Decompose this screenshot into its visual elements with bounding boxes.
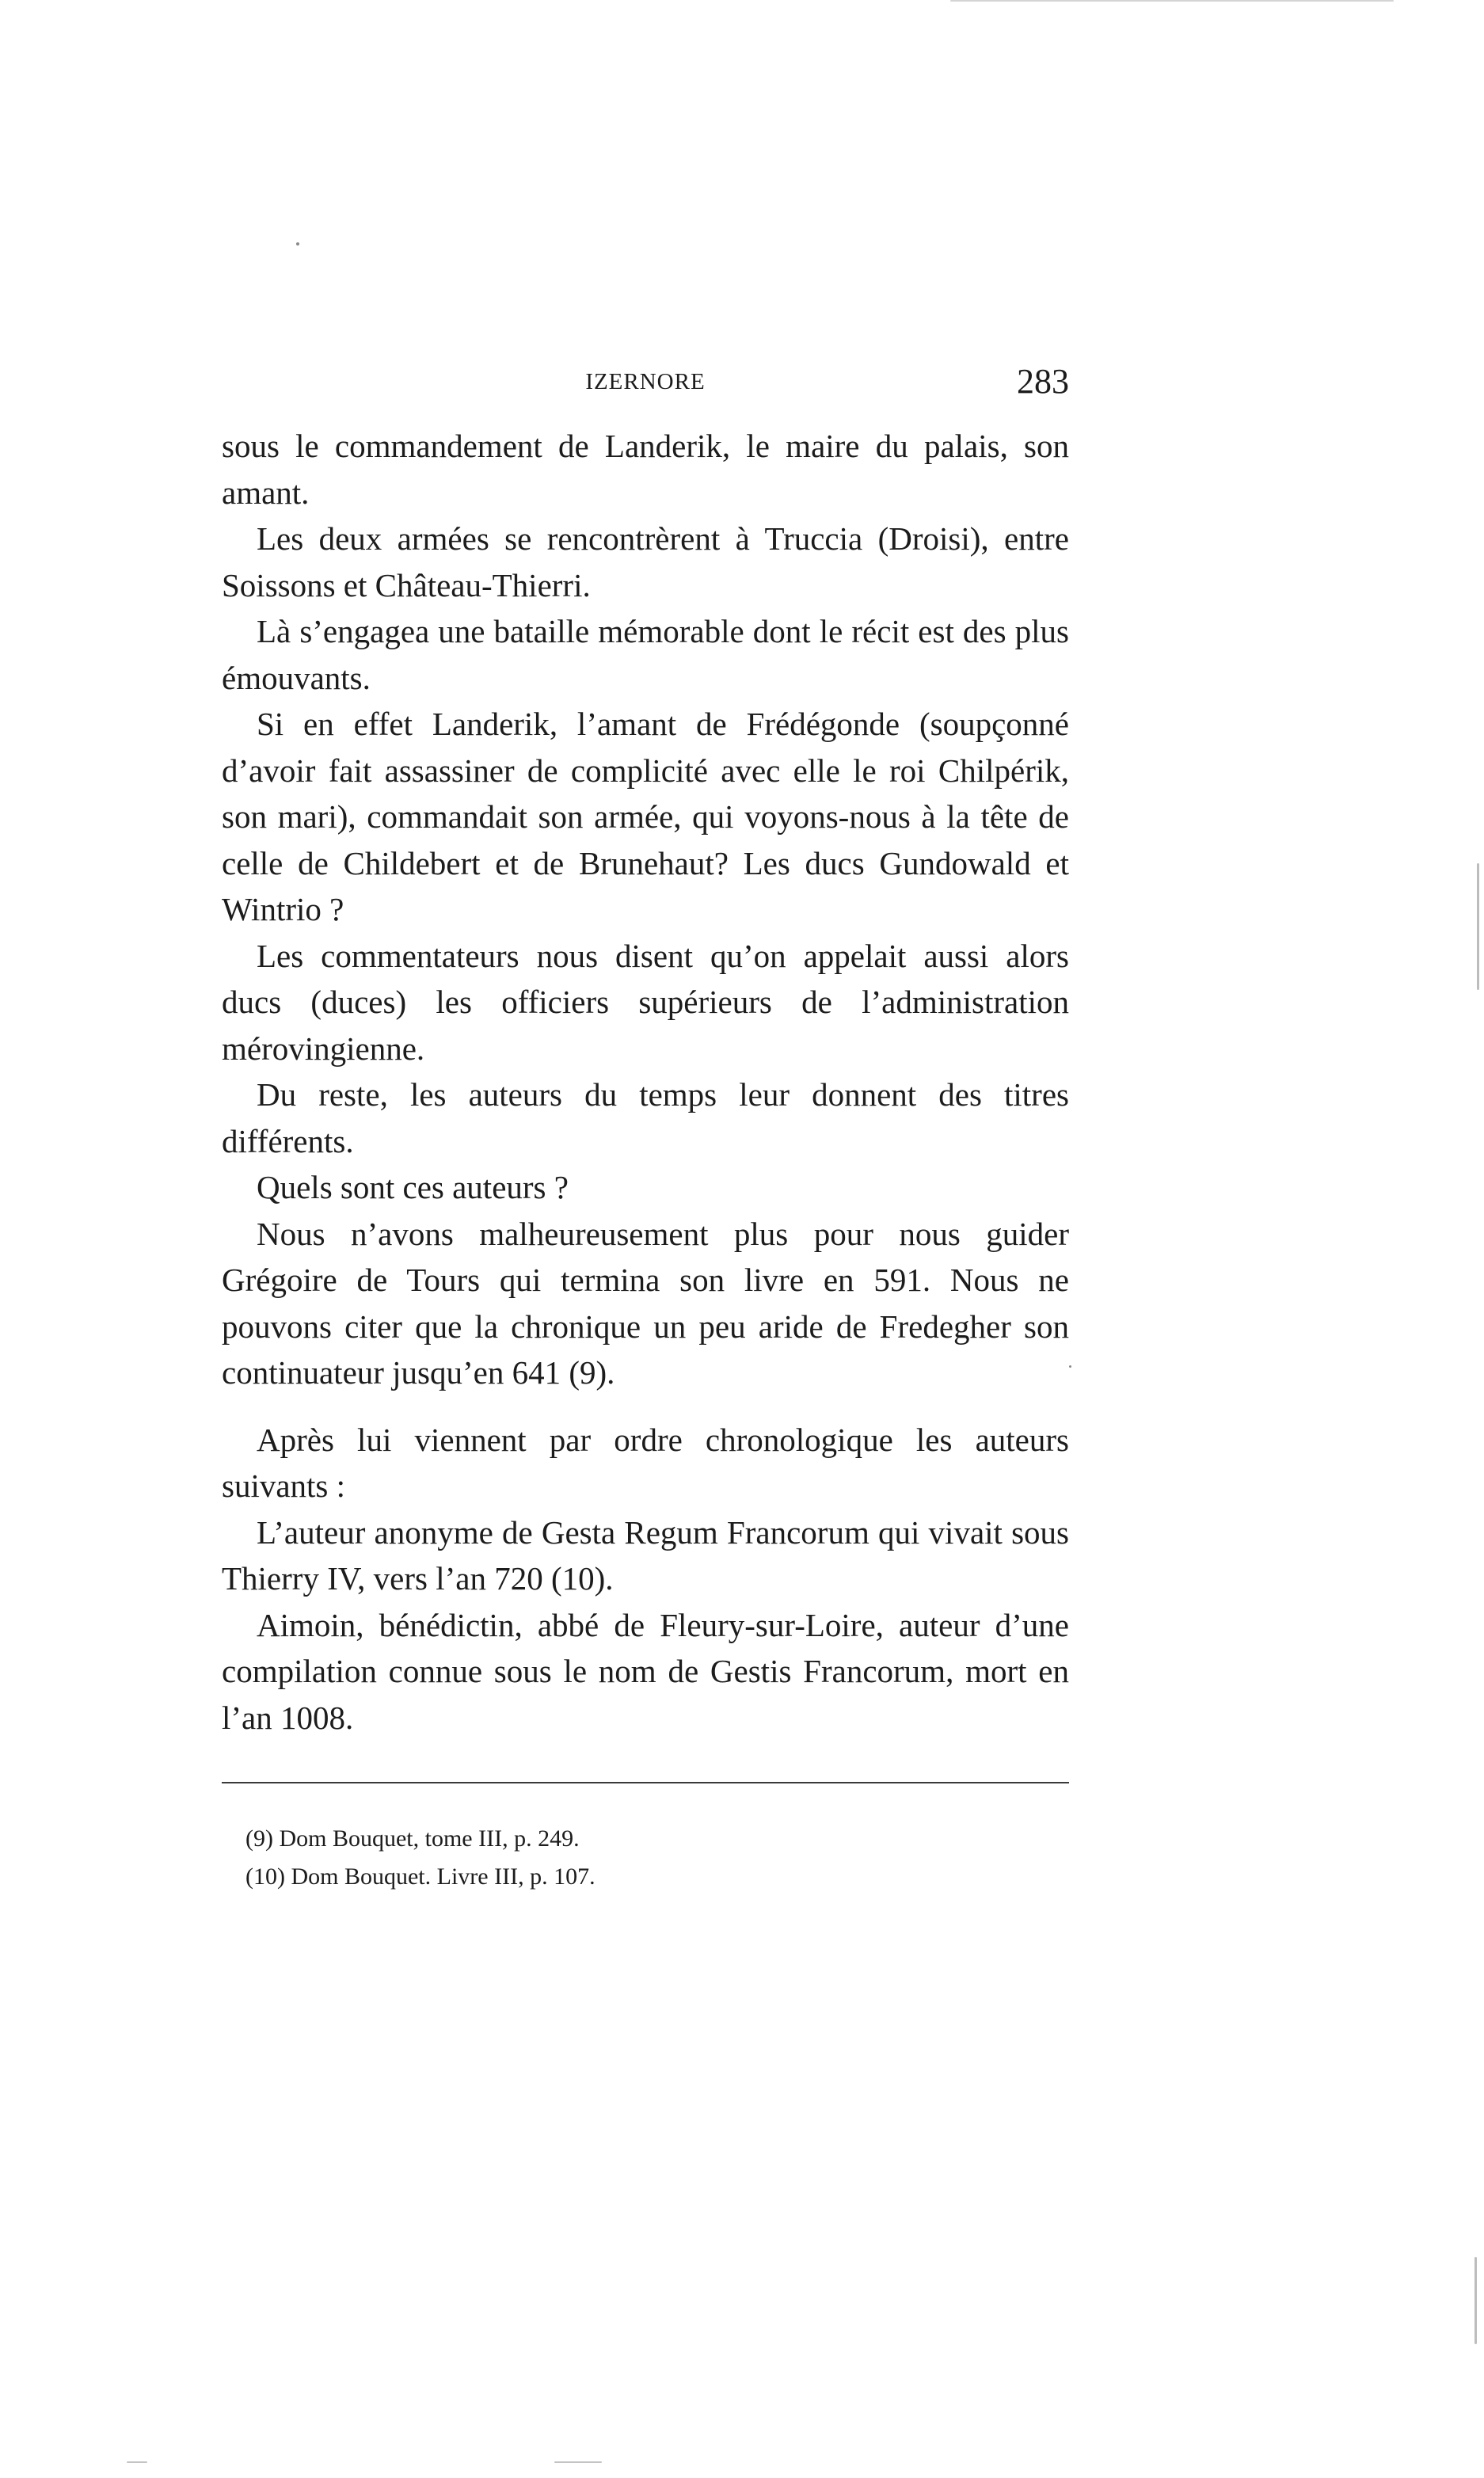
- scan-speck: [296, 242, 299, 246]
- footnotes: [222, 1820, 1069, 1896]
- paragraph: Si en effet Landerik, l’amant de Frédégonde (soupçonné d’avoir fait assassiner de complicité avec elle le roi Chilpérik, son mari), commandait son armée, qui voyons-nous à la tête de celle de Childebert et de Brunehaut? Les ducs Gundowald et Wintrio ?: [222, 706, 1069, 927]
- footnote: (10) Dom Bouquet. Livre III, p. 107.: [245, 1863, 596, 1890]
- paragraph: Les commentateurs nous disent qu’on appelait aussi alors ducs (duces) les officiers supérieurs de l’administration mérovingienne.: [222, 937, 1069, 1067]
- paragraph: Aimoin, bénédictin, abbé de Fleury-sur-Loire, auteur d’une compilation connue sous le nom de Gestis Francorum, mort en l’an 1008.: [222, 1606, 1069, 1736]
- paragraph: Du reste, les auteurs du temps leur donnent des titres différents.: [222, 1076, 1069, 1159]
- paragraph: Les deux armées se rencontrèrent à Truccia (Droisi), entre Soissons et Château-Thierri.: [222, 520, 1069, 603]
- paragraph: Quels sont ces auteurs ?: [257, 1169, 569, 1205]
- running-title: IZERNORE: [585, 369, 706, 394]
- scan-speck: [1474, 2257, 1477, 2344]
- scan-speck: [127, 2461, 147, 2463]
- footnote-rule: [222, 1782, 1069, 1783]
- scan-speck: [950, 0, 1394, 2]
- running-header: [222, 361, 1069, 409]
- scan-speck: [1069, 1365, 1071, 1368]
- paragraph: Là s’engagea une bataille mémorable dont le récit est des plus émouvants.: [222, 613, 1069, 696]
- scan-speck: [554, 2461, 602, 2463]
- paragraph: Nous n’avons malheureusement plus pour nous guider Grégoire de Tours qui termina son livre en 591. Nous ne pouvons citer que la chronique un peu aride de Fredegher son continuateur jusqu’en 641 (9).: [222, 1215, 1069, 1391]
- body-text: [222, 423, 1069, 1741]
- scan-speck: [1477, 863, 1479, 990]
- footnote: (9) Dom Bouquet, tome III, p. 249.: [245, 1825, 580, 1852]
- page-number: 283: [1017, 362, 1069, 401]
- paragraph: Après lui viennent par ordre chronologique les auteurs suivants :: [222, 1421, 1069, 1504]
- paragraph: L’auteur anonyme de Gesta Regum Francorum qui vivait sous Thierry IV, vers l’an 720 (10).: [222, 1513, 1069, 1597]
- paragraph: sous le commandement de Landerik, le maire du palais, son amant.: [222, 428, 1069, 511]
